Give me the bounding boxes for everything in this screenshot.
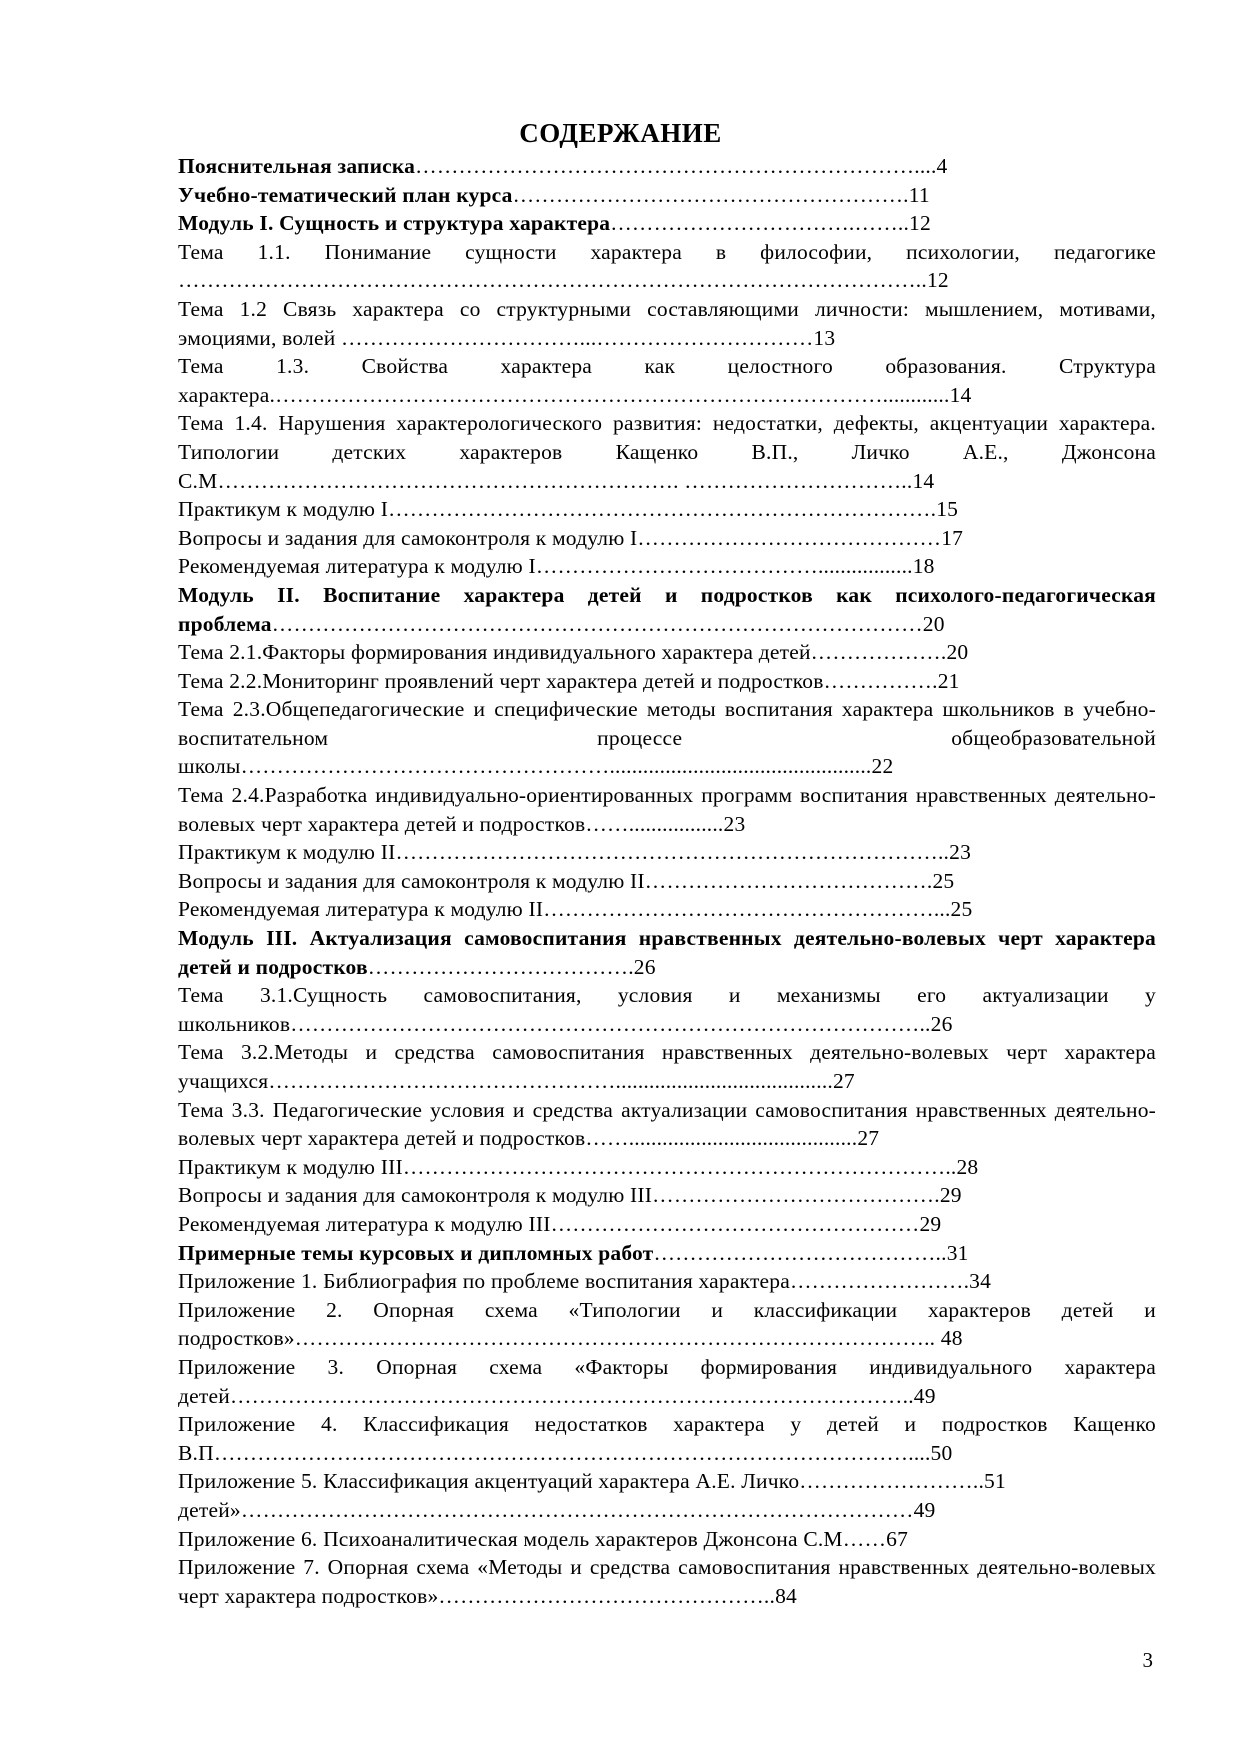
page-number: 3 [1142,1648,1153,1672]
toc-entry-title: Приложение 1. Библиография по проблеме воспитания характера [178,1269,790,1294]
toc-entry-leader-dots: ………………………………………………………………………………….. [229,1383,914,1408]
toc-entry-page: 51 [984,1469,1006,1494]
toc-entry-page: 28 [956,1154,979,1179]
toc-entry [178,295,1156,352]
toc-entry-title: Рекомендуемая литература к модулю II [178,897,544,922]
toc-entry-title: Приложение 5. Классификация акцентуаций характера А.Е. Личко [178,1469,800,1494]
toc-entry-page: 50 [930,1440,953,1465]
toc-entry-page: 20 [922,611,945,636]
toc-entry [178,238,1156,295]
toc-entry-page: 25 [950,897,973,922]
toc-entry [178,352,1156,409]
toc-entry-title: Пояснительная записка [178,154,416,178]
toc-entry [178,409,1156,495]
toc-entry-leader-dots: ………………………………………………………………………………… [240,1497,914,1522]
toc-entry [178,209,1156,238]
toc-entry-title: Тема 3.1.Сущность самовоспитания, условия и механизмы его актуализации у школьников [178,983,1156,1036]
toc-entry-title: Примерные темы курсовых и дипломных работ [178,1240,654,1265]
toc-entry-page: 48 [940,1326,963,1351]
toc-entry-title: Тема 3.3. Педагогические условия и средства актуализации самовоспитания нравственных деятельно-волевых черт характера детей и подростков [178,1097,1156,1151]
toc-entry-leader-dots: ………………………………………………... [543,897,951,922]
toc-entry-page: 20 [946,640,969,665]
toc-entry-title: Вопросы и задания для самоконтроля к модулю III [178,1183,653,1208]
toc-entry-page: 27 [832,1069,855,1093]
toc-entry [178,1496,1156,1525]
toc-entry-page: 17 [941,525,964,550]
toc-entry [178,1467,1156,1496]
toc-entry-page: 22 [871,754,894,779]
toc-entry-page: 14 [949,382,972,407]
toc-entry [178,1353,1156,1410]
toc-entry-page: 23 [949,840,972,865]
toc-entry [178,181,1156,210]
toc-entry-page: 4 [936,154,948,178]
toc-entry-page: 21 [937,668,960,693]
toc-entry-title: Тема 2.1.Факторы формирования индивидуального характера детей [178,640,811,665]
toc-entry-title: Приложение 6. Психоаналитическая модель характеров Джонсона С.М [178,1526,843,1551]
toc-entry-title: Тема 1.1. Понимание сущности характера в философии, психологии, педагогике [178,239,1156,264]
toc-entry-leader-dots: …………………………………. [652,1183,940,1208]
toc-entry-title: Тема 1.3. Свойства характера как целостного образования. Структура характера. [178,354,1156,407]
toc-entry [178,981,1156,1038]
toc-entry-leader-dots: ……………. [823,668,938,693]
toc-entry-leader-dots: …… [842,1526,887,1551]
toc-entry [178,1410,1156,1467]
toc-entry-leader-dots: …………………………………................. [535,554,913,579]
toc-entry-page: 29 [939,1183,962,1208]
toc-entry-title: Тема 2.2.Мониторинг проявлений черт характера детей и подростков [178,668,824,693]
toc-entry-leader-dots: ………………………………………………………………….. [402,1154,957,1179]
toc-entry-title: Приложение 2. Опорная схема «Типологии и классификации характеров детей и подростков» [178,1297,1156,1351]
toc-entry-leader-dots: ……………………………………………............................................... [240,754,872,779]
toc-entry-title: Практикум к модулю I [178,497,389,522]
toc-entry-title: Приложение 3. Опорная схема «Факторы формирования индивидуального характера детей [178,1354,1156,1408]
toc-entry-leader-dots: …………………………………………………………………………............ [275,382,950,407]
toc-entry-leader-dots: ………………………………………………………. ………………………….. [217,468,913,493]
toc-entry-leader-dots: ………………. [810,640,947,665]
toc-entry [178,695,1156,781]
toc-entry-page: 49 [913,1383,936,1408]
toc-entry [178,1267,1156,1296]
toc-entry-page: 15 [936,497,959,522]
toc-entry-title: Вопросы и задания для самоконтроля к модулю II [178,868,645,893]
toc-entry-leader-dots: ………………………………………………. [512,182,909,207]
toc-entry [178,1153,1156,1182]
toc-entry-page: 49 [913,1497,936,1522]
toc-entry-title: Рекомендуемая литература к модулю I [178,554,536,579]
toc-entry-title: Тема 1.2 Связь характера со структурными составляющими личности: мышлением, мотивами, эмоциями, волей [178,296,1156,350]
toc-entry-title: детей» [178,1497,241,1522]
toc-entry [178,1553,1156,1610]
toc-entry [178,1210,1156,1239]
toc-entry-page: 12 [909,211,931,236]
toc-entry-leader-dots: …………………………………………………………………………….. [294,1326,941,1351]
toc-entry-leader-dots: ………………………………. [367,954,634,979]
toc-entry-page: 29 [919,1211,942,1236]
toc-entry-title: Практикум к модулю II [178,840,396,865]
toc-entry-page: 34 [969,1269,992,1294]
toc-entry-leader-dots: …………………………………. [644,868,933,893]
toc-entry-title: Практикум к модулю III [178,1154,403,1179]
toc-entry-leader-dots: …………………………………………………………………………………….... [213,1440,931,1465]
toc-entry [178,1096,1156,1153]
toc-entry-title: Приложение 7. Опорная схема «Методы и средства самовоспитания нравственных деятельно-волевых черт характера подростков» [178,1555,1156,1608]
toc-entry-title: Приложение 4. Классификация недостатков характера у детей и подростков Кащенко В.П [178,1412,1156,1465]
toc-entry-leader-dots: …………………………………………………………………………….. [290,1011,931,1036]
toc-entry-page: 25 [932,868,955,893]
toc-entry-leader-dots: …………………………………… [637,525,942,550]
toc-entry [178,1296,1156,1353]
toc-entry [178,581,1156,638]
toc-entry-leader-dots: ………………………………………………………………………………………….. [178,268,927,293]
toc-entry-title: Тема 1.4. Нарушения характерологического развития: недостатки, дефекты, акцентуации характера. Типологии детских характеров Кащенко В.П., Личко А.Е., Джонсона С.М [178,411,1156,493]
toc-entry-page: 26 [633,954,656,979]
toc-entry-title: Тема 3.2.Методы и средства самовоспитания нравственных деятельно-волевых черт характера учащихся [178,1040,1156,1093]
toc-entry [178,1181,1156,1210]
toc-entry [178,152,1156,181]
toc-entry-page: 31 [946,1240,969,1265]
toc-entry-leader-dots: …………………………….…….. [610,211,910,236]
toc-entry-page: 84 [775,1583,797,1608]
toc-entry-page: 14 [912,468,935,493]
toc-entry [178,667,1156,696]
toc-entry-leader-dots: …………………………………………… [550,1211,920,1236]
toc-entry [178,1038,1156,1095]
toc-entry-title: Тема 2.3.Общепедагогические и специфические методы воспитания характера школьников в учебно-воспитательном процессе общеобразовательной школы [178,697,1156,779]
toc-entry [178,524,1156,553]
toc-entry-page: 23 [723,811,746,836]
toc-entry-page: 27 [857,1126,880,1151]
toc-entry [178,1525,1156,1554]
toc-entry [178,495,1156,524]
toc-entry-leader-dots: ……………………. [789,1269,970,1294]
toc-entry-page: 13 [813,325,836,350]
toc-entry-title: Модуль III. Актуализация самовоспитания нравственных деятельно-волевых черт характера детей и подростков [178,926,1156,979]
toc-entry-page: 67 [886,1526,909,1551]
toc-entry-title: Рекомендуемая литература к модулю III [178,1211,551,1236]
toc-entry-leader-dots: ……………………………………………………………………………… [271,611,923,636]
toc-entry-leader-dots: ………………………………….. [653,1240,947,1265]
toc-entry-leader-dots: …………………………………………………………….... [415,154,937,178]
toc-entry-title: Модуль I. Сущность и структура характера [178,211,611,236]
toc-entry-leader-dots: ……………………………………….. [438,1583,776,1608]
toc-entry-leader-dots: ……................. [585,811,724,836]
toc-entry [178,867,1156,896]
toc-entry-leader-dots: …………………………………………………………………. [388,497,937,522]
toc-entry [178,781,1156,838]
toc-entry [178,924,1156,981]
toc-entry-page: 18 [912,554,935,579]
toc-entry [178,1239,1156,1268]
toc-entry-title: Тема 2.4.Разработка индивидуально-ориентированных программ воспитания нравственных деятельно-волевых черт характера детей и подростков [178,783,1156,836]
toc-entry [178,895,1156,924]
toc-entry-leader-dots: ……......................................... [585,1126,858,1151]
toc-entry-leader-dots: ……………………………...………………………… [340,325,814,350]
toc-entry-leader-dots: …………………………………………....................................... [268,1069,833,1093]
toc-entry [178,552,1156,581]
page-title: СОДЕРЖАНИЕ [519,118,722,148]
toc-entry-title: Вопросы и задания для самоконтроля к модулю I [178,525,638,550]
toc-entry-title: Учебно-тематический план курса [178,182,513,207]
toc-entry-page: 11 [908,182,930,207]
toc-entry [178,638,1156,667]
toc-entry [178,838,1156,867]
toc-entry-leader-dots: ………………………………………………………………….. [395,840,950,865]
table-of-contents [178,152,1156,1610]
toc-entry-page: 26 [930,1011,953,1036]
toc-entry-page: 12 [926,268,949,293]
toc-entry-leader-dots: …………………….. [799,1469,985,1494]
toc-entry-title: Модуль II. Воспитание характера детей и подростков как психолого-педагогическая проблема [178,582,1156,636]
